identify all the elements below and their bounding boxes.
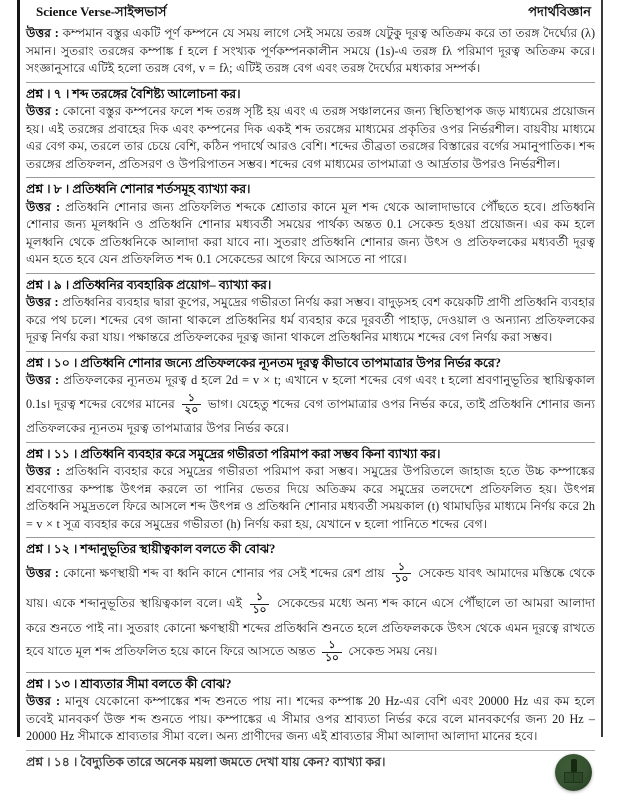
fraction: $\frac{১}{১০}$ (321, 640, 343, 665)
answer-paragraph: উত্তর : প্রতিধ্বনি শোনার জন্য প্রতিফলিত শব্দকে শ্রোতার কানে মূল শব্দ থেকে আলাদাভাবে পৌঁছতে হবে। প্রতিধ্বনি শোনার জন্য মূলধ্বনি ও প্রতিধ্বনি শোনার মধ্যবর্তী সময়ের পার্থক্য অন্তত 0.1 সেকেন্ড হওয়া প্রয়োজন। এর কম হলে মূলধ্বনি থেকে প্রতিধ্বনিকে আলাদা করা যাবে না। সুতরাং প্রতিধ্বনি শোনার জন্য উৎস ও প্রতিফলকের মধ্যবর্তী দূরত্ব এমন হতে হবে যেন প্রতিফলিত শব্দ 0.1 সেকেন্ডের আগে ফিরে আসতে না পারে। (26, 199, 595, 266)
answer-paragraph: উত্তর : মানুষ যেকোনো কম্পাঙ্কের শব্দ শুনতে পায় না। শব্দের কম্পাঙ্ক 20 Hz-এর বেশি এবং 20000 Hz এর কম হলে তবেই মানবকর্ণ উক্ত শব্দ শুনতে পায়। কম্পাঙ্কের এ সীমার ওপর শ্রাব্যতা নির্ভর করে বলে মানবকর্ণের জন্য 20 Hz – 20000 Hz সীমাকে শ্রাব্যতার সীমা বলে। অন্য প্রাণীদের জন্য এই শ্রাব্যতার সীমা আলাদা আলাদা মানের হবে। (26, 694, 595, 743)
answer-label: উত্তর : (26, 26, 59, 40)
answer-label: উত্তর : (26, 464, 66, 478)
qa-block (26, 351, 595, 438)
question-title: প্রশ্ন । ১১ । প্রতিধ্বনি ব্যবহার করে সমুদ্রের গভীরতা পরিমাপ করা সম্ভব কিনা ব্যাখ্যা কর। (26, 446, 441, 461)
qa-block (26, 442, 595, 534)
answer-paragraph: উত্তর : প্রতিধ্বনি ব্যবহার করে সমুদ্রের গভীরতা পরিমাপ করা সম্ভব। সমুদ্রের উপরিতলে জাহাজ হতে উচ্চ কম্পাঙ্কের শ্রবণোত্তর কম্পাঙ্ক উৎপন্ন করলে তা পানির ভেতর দিয়ে অতিক্রম করে সমুদ্রের তলদেশে প্রতিফলিত হয়। উৎপন্ন প্রতিধ্বনি সমুদ্রতলে ফিরে আসলে শব্দ উৎপন্ন ও প্রতিধ্বনি শোনার মধ্যবর্তী সময়কাল (t) থামাঘড়ির মাধ্যমে নির্ণয় করে 2h = v × t সূত্র ব্যবহার করে সমুদ্রের গভীরতা (h) নির্ণয় করা হয়, যেখানে v হলো পানিতে শব্দের বেগ। (26, 464, 595, 531)
intro-answer-text: কম্পমান বস্তুর একটি পূর্ণ কম্পনে যে সময় লাগে সেই সময়ে তরঙ্গ যেটুকু দূরত্ব অতিক্রম করে তা তরঙ্গ দৈর্ঘ্যের (λ) সমান। সুতরাং তরঙ্গের কম্পাঙ্ক f হলে f সংখ্যক পূর্ণকম্পনকালীন সময়ে (1s)-এ তরঙ্গ fλ পরিমাণ দূরত্ব অতিক্রম করে। সংজ্ঞানুসারে এটিই হলো তরঙ্গ বেগ, v = fλ; এটিই তরঙ্গ বেগ এবং তরঙ্গ দৈর্ঘ্যের মধ্যকার সম্পর্ক। (26, 26, 596, 75)
answer-label: উত্তর : (26, 694, 66, 708)
qa-block (26, 177, 595, 269)
answer-label: উত্তর : (26, 104, 63, 118)
question-title: প্রশ্ন । ১৪ । বৈদ্যুতিক তারে অনেক ময়লা জমতে দেখা যায় কেন? ব্যাখ্যা কর। (26, 754, 386, 769)
qa-block (26, 273, 595, 347)
qa-block (26, 537, 595, 668)
intro-answer-paragraph (26, 25, 595, 78)
answer-paragraph: উত্তর : কোনো ক্ষণস্থায়ী শব্দ বা ধ্বনি কানে শোনার পর সেই শব্দের রেশ প্রায় $\frac{১}{১০}$ সেকেন্ড যাবৎ আমাদের মস্তিষ্কে থেকে যায়। একে শব্দানুভূতির স্থায়িত্বকাল বলে। এই $\frac{১}{১০}$ সেকেন্ডের মধ্যে অন্য শব্দ কানে এসে পৌঁছালে তা আমরা আলাদা করে শুনতে পাই না। সুতরাং কোনো ক্ষণস্থায়ী শব্দের প্রতিধ্বনি শুনতে হলে প্রতিফলককে উৎস থেকে এমন দূরত্বে রাখতে হবে যাতে মূল শব্দ প্রতিফলিত হয়ে কানে ফিরে আসতে অন্তত $\frac{১}{১০}$ সেকেন্ড সময় নেয়। (26, 561, 595, 664)
answer-label: উত্তর : (26, 295, 63, 309)
question-title: প্রশ্ন । ৭ । শব্দ তরঙ্গের বৈশিষ্ট্য আলোচনা কর। (26, 86, 241, 101)
page-header (26, 0, 595, 25)
question-title: প্রশ্ন । ১৩ । শ্রাব্যতার সীমা বলতে কী বোঝ? (26, 676, 232, 691)
qa-block (26, 750, 595, 772)
answer-paragraph: উত্তর : প্রতিফলকের ন্যূনতম দূরত্ব d হলে 2d = v × t; এখানে v হলো শব্দের বেগ এবং t হলো শ্রবণানুভূতির স্থায়িত্বকাল 0.1s। দূরত্ব শব্দের বেগের মানের $\frac{১}{২০}$ ভাগ। যেহেতু শব্দের বেগ তাপমাত্রার ওপর নির্ভর করে, তাই প্রতিধ্বনি শোনার জন্য প্রতিফলকের ন্যূনতম দূরত্ব তাপমাত্রার উপর নির্ভর করে। (26, 373, 595, 435)
fraction: $\frac{১}{১০}$ (249, 592, 271, 617)
question-title: প্রশ্ন । ১২ । শব্দানুভূতির স্থায়ীত্বকাল বলতে কী বোঝ? (26, 542, 276, 556)
answer-paragraph: উত্তর : প্রতিধ্বনির ব্যবহার দ্বারা কূপের, সমুদ্রের গভীরতা নির্ণয় করা সম্ভব। বাদুড়সহ বেশ কয়েকটি প্রাণী প্রতিধ্বনি ব্যবহার করে পথ চলে। শব্দের বেগ জানা থাকলে প্রতিধ্বনির ধর্ম ব্যবহার করে দূরবর্তী পাহাড়, দেওয়াল ও অন্যান্য প্রতিফলকের দূরত্ব নির্ণয় করা যায়। পক্ষান্তরে প্রতিফলকের দূরত্ব জানা থাকলে প্রতিধ্বনির মাধ্যমে শব্দের বেগ নির্ণয় করা সম্ভব। (26, 295, 595, 344)
qa-list (26, 82, 595, 772)
answer-label: উত্তর : (26, 373, 64, 387)
answer-paragraph: উত্তর : কোনো বস্তুর কম্পনের ফলে শব্দ তরঙ্গ সৃষ্টি হয় এবং এ তরঙ্গ সঞ্চালনের জন্য স্থিতিস্থাপক জড় মাধ্যমের প্রয়োজন হয়। এই তরঙ্গের প্রবাহের দিক এবং কম্পনের দিক একই শব্দ তরঙ্গের মাধ্যমের প্রকৃতির ওপর নির্ভরশীল। বায়বীয় মাধ্যমে এর বেগ কম, তরলে তার চেয়ে বেশি, কঠিন পদার্থে আরও বেশি। শব্দের তীব্রতা তরঙ্গের বিস্তারের বর্গের সমানুপাতিক। শব্দ তরঙ্গের প্রতিফলন, প্রতিসরণ ও উপরিপাতন সম্ভব। শব্দের বেগ মাধ্যমের তাপমাত্রা ও আর্দ্রতার উপরও নির্ভরশীল। (26, 104, 595, 171)
subject-title: পদার্থবিজ্ঞান (528, 4, 591, 19)
document-page-frame (17, 0, 603, 769)
brand-title: Science Verse-সাইন্সভার্স (36, 4, 167, 19)
qa-block (26, 672, 595, 746)
question-title: প্রশ্ন । ৮ । প্রতিধ্বনি শোনার শর্তসমূহ ব্যাখ্যা কর। (26, 182, 251, 196)
answer-label: উত্তর : (26, 565, 63, 580)
question-title: প্রশ্ন । ১০ । প্রতিধ্বনি শোনার জন্যে প্রতিফলকের ন্যূনতম দূরত্ব কীভাবে তাপমাত্রার উপর নির্ভর করে? (26, 355, 501, 370)
qa-block (26, 82, 595, 174)
fraction: $\frac{১}{১০}$ (391, 562, 413, 587)
plant-mark-icon (571, 759, 577, 772)
question-title: প্রশ্ন । ৯ । প্রতিধ্বনির ব্যবহারিক প্রয়োগ– ব্যাখ্যা কর। (26, 277, 272, 292)
open-book-icon (564, 772, 583, 783)
fraction: $\frac{১}{২০}$ (181, 393, 203, 418)
answer-label: উত্তর : (26, 199, 66, 214)
brand-logo-button[interactable] (555, 754, 592, 791)
